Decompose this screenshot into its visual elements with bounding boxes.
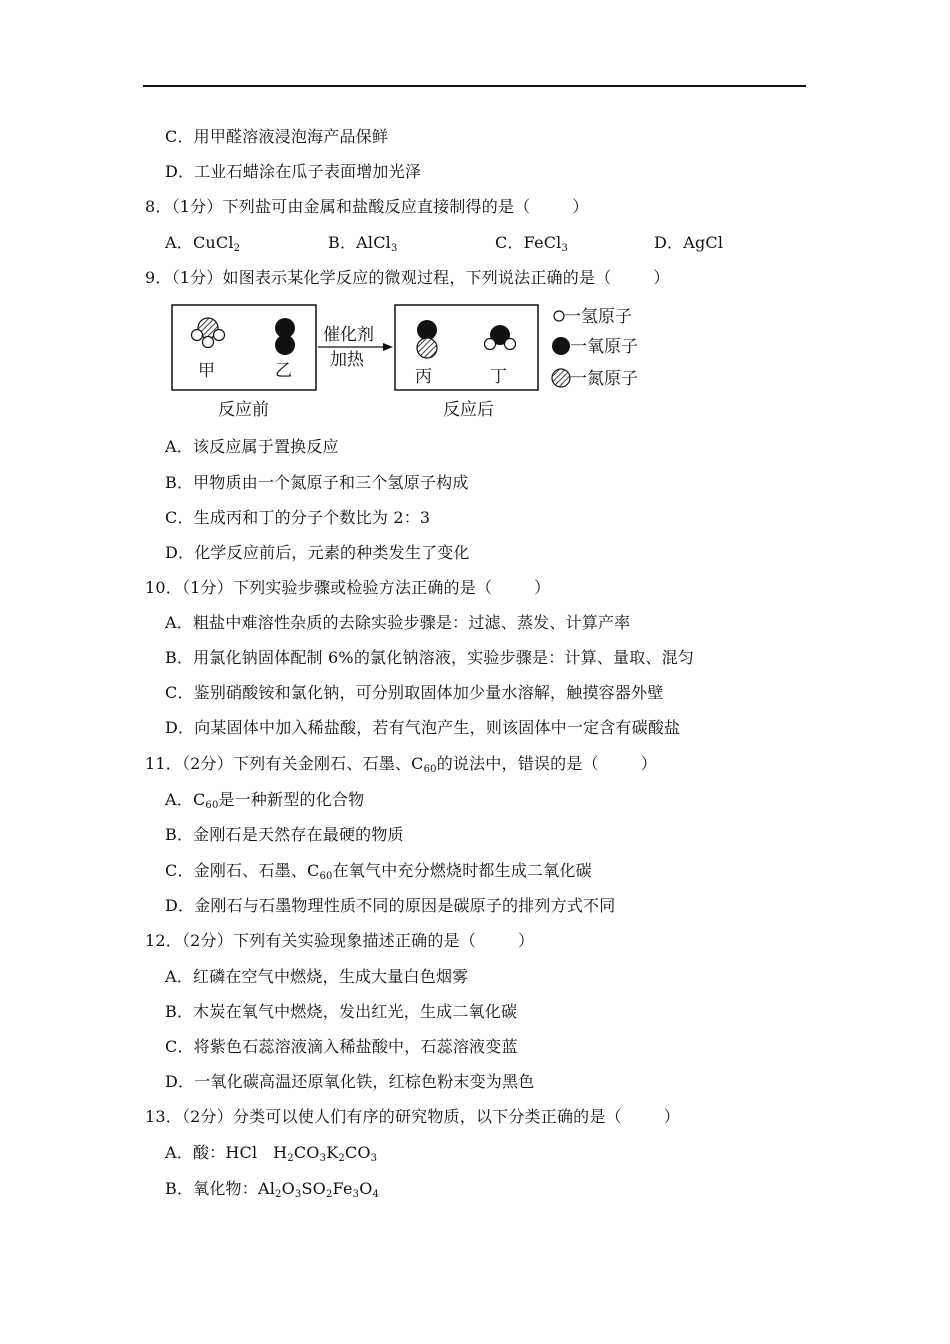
q12-stem-text: 12．（2分）下列有关实验现象描述正确的是（	[145, 931, 476, 950]
label-jia: 甲	[198, 361, 215, 381]
reaction-diagram	[170, 300, 650, 425]
q10-option-c: C．鉴别硝酸铵和氯化钠，可分别取固体加少量水溶解，触摸容器外壁	[165, 683, 664, 702]
legend-hydrogen: 一氢原子	[564, 307, 632, 327]
q9-option-d: D．化学反应前后，元素的种类发生了变化	[165, 543, 470, 562]
q9-option-c: C．生成丙和丁的分子个数比为 2：3	[165, 508, 431, 527]
q12-option-a: A．红磷在空气中燃烧，生成大量白色烟雾	[165, 967, 469, 986]
q11-option-a: A．$C_{60}$是一种新型的化合物	[165, 790, 365, 811]
label-heat: 加热	[330, 350, 364, 370]
legend-nitrogen: 一氮原子	[570, 369, 638, 389]
label-yi: 乙	[275, 361, 292, 381]
q13-option-a: A．酸：HCl $H_2CO_3K_2CO_3$	[165, 1143, 378, 1164]
q13-option-b: B．氧化物：$Al_2O_3SO_2Fe_3O_4$	[165, 1179, 380, 1200]
q8-stem	[145, 197, 589, 217]
q8-option-c: C．FeCl$_3$	[495, 233, 569, 254]
q9-option-a: A．该反应属于置换反应	[165, 437, 339, 456]
q10-option-d: D．向某固体中加入稀盐酸，若有气泡产生，则该固体中一定含有碳酸盐	[165, 718, 681, 737]
water-molecule	[485, 325, 516, 350]
legend	[552, 307, 638, 389]
q9-stem-text: 9．（1分）如图表示某化学反应的微观过程，下列说法正确的是（	[145, 268, 612, 287]
q8-stem-text: 8．（1分）下列盐可由金属和盐酸反应直接制得的是（	[145, 197, 531, 216]
q12-option-c: C．将紫色石蕊溶液滴入稀盐酸中，石蕊溶液变蓝	[165, 1037, 518, 1056]
q10-stem-close: ）	[534, 578, 551, 597]
q8-option-a: A．CuCl$_2$	[165, 233, 241, 254]
q10-option-a: A．粗盐中难溶性杂质的去除实验步骤是：过滤、蒸发、计算产率	[165, 613, 631, 632]
label-before: 反应前	[218, 400, 269, 420]
header-rule	[143, 85, 806, 87]
q11-option-d: D．金刚石与石墨物理性质不同的原因是碳原子的排列方式不同	[165, 896, 616, 915]
oxygen-molecule	[275, 318, 295, 355]
q10-stem	[145, 578, 550, 598]
q9-option-b: B．甲物质由一个氮原子和三个氢原子构成	[165, 473, 469, 492]
label-bing: 丙	[415, 367, 432, 387]
q10-stem-text: 10．（1分）下列实验步骤或检验方法正确的是（	[145, 578, 493, 597]
q11-stem: 11．（2分）下列有关金刚石、石墨、$C_{60}$的说法中，错误的是（ ）	[145, 754, 657, 775]
no-molecule	[417, 320, 437, 358]
q11-option-b: B．金刚石是天然存在最硬的物质	[165, 825, 404, 844]
label-after: 反应后	[443, 400, 494, 420]
q9-stem-close: ）	[653, 268, 670, 287]
q12-option-b: B．木炭在氧气中燃烧，发出红光，生成二氧化碳	[165, 1002, 518, 1021]
q7-option-c: C．用甲醛溶液浸泡海产品保鲜	[165, 127, 389, 146]
q10-option-b: B．用氯化钠固体配制 6%的氯化钠溶液，实验步骤是：计算、量取、混匀	[165, 648, 695, 667]
q12-option-d: D．一氧化碳高温还原氧化铁，红棕色粉末变为黑色	[165, 1072, 535, 1091]
label-catalyst: 催化剂	[323, 325, 374, 345]
legend-hydrogen-icon	[554, 311, 564, 321]
q13-stem	[145, 1107, 680, 1127]
q13-stem-text: 13．（2分）分类可以使人们有序的研究物质，以下分类正确的是（	[145, 1107, 622, 1126]
ammonia-molecule	[192, 318, 225, 348]
label-ding: 丁	[490, 367, 507, 387]
q9-stem	[145, 268, 670, 288]
legend-nitrogen-icon	[552, 369, 570, 387]
q8-option-d: D．AgCl	[654, 233, 724, 252]
q12-stem-close: ）	[517, 931, 535, 950]
legend-oxygen-icon	[552, 337, 570, 355]
q13-stem-close: ）	[663, 1107, 680, 1126]
q12-stem	[145, 931, 534, 951]
q7-option-d: D．工业石蜡涂在瓜子表面增加光泽	[165, 162, 422, 181]
reaction-arrowhead	[383, 343, 393, 351]
q11-option-c: C．金刚石、石墨、$C_{60}$在氧气中充分燃烧时都生成二氧化碳	[165, 861, 592, 882]
q8-stem-close: ）	[572, 197, 589, 216]
q8-option-b: B．AlCl$_3$	[328, 233, 398, 254]
legend-oxygen: 一氧原子	[570, 337, 638, 357]
